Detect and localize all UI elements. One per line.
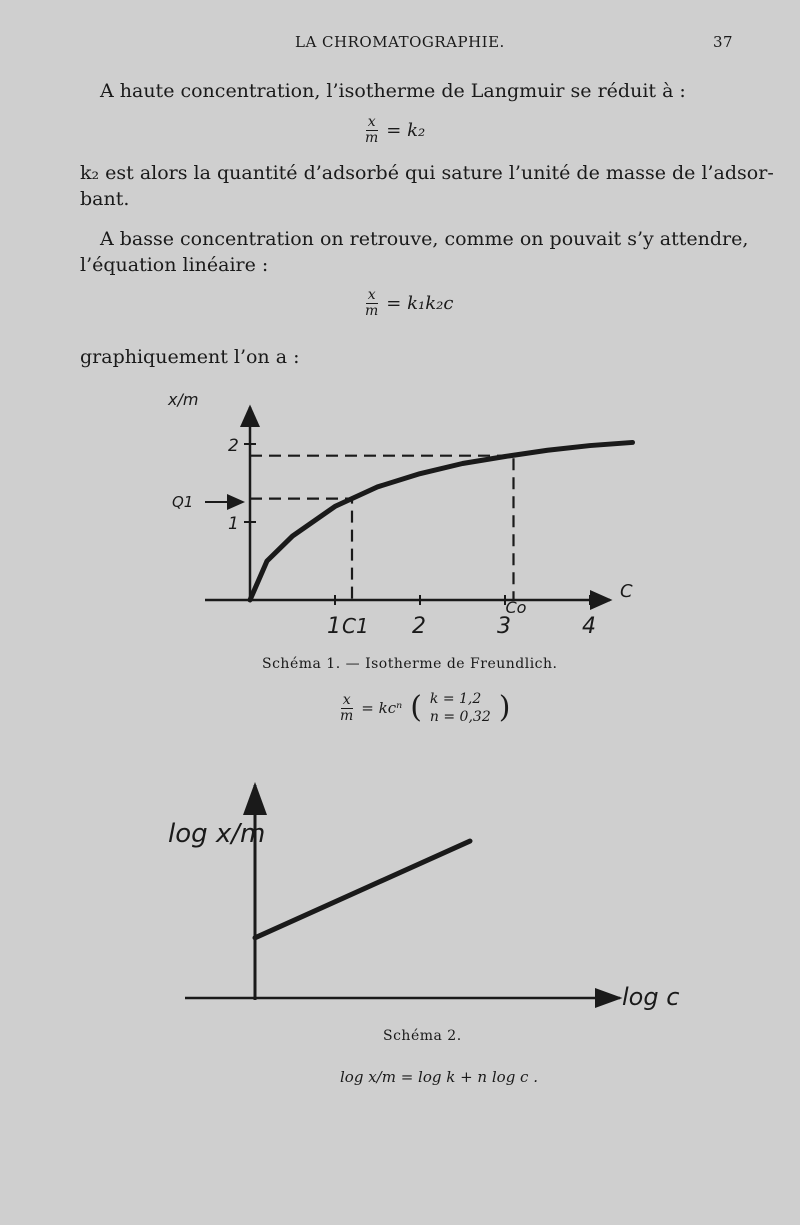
- chart2-series-line: [255, 841, 470, 938]
- formula-1-params: [430, 690, 491, 726]
- log-chart: [150, 770, 690, 1020]
- formula-1-left-paren: (: [410, 690, 422, 725]
- chart1-x-tick-label: 4: [582, 614, 596, 639]
- equation-1-denominator: m: [365, 130, 379, 146]
- equation-1-numerator: x: [367, 114, 376, 130]
- freundlich-formula: [340, 690, 510, 726]
- schema-2-caption: Schéma 2.: [383, 1028, 462, 1044]
- formula-1-n: n = 0,32: [429, 709, 491, 725]
- equation-1: [365, 115, 425, 146]
- chart1-annotation-q1: Q1: [172, 493, 194, 511]
- equation-2-numerator: x: [367, 287, 376, 303]
- freundlich-chart: [150, 385, 650, 645]
- chart1-x-tick-label: 1: [327, 614, 341, 639]
- chart1-reference-dash-co: [250, 456, 514, 600]
- running-title: LA CHROMATOGRAPHIE.: [295, 33, 505, 51]
- formula-1-denominator: m: [340, 707, 354, 724]
- formula-1-fraction: [340, 693, 353, 724]
- chart1-x-tick-label: 3: [497, 614, 511, 639]
- log-formula: log x/m = log k + n log c .: [340, 1068, 538, 1086]
- chart1-y-tick-label: 2: [228, 436, 239, 456]
- equation-2: [365, 288, 453, 319]
- paragraph-2-line-1: k₂ est alors la quantité d’adsorbé qui sature l’unité de masse de l’adsor-: [80, 162, 774, 184]
- paragraph-1: A haute concentration, l’isotherme de Langmuir se réduit à :: [100, 80, 686, 102]
- equation-2-fraction: [365, 288, 378, 319]
- paragraph-3-line-2: l’équation linéaire :: [80, 254, 269, 276]
- formula-1-right-paren: ): [498, 690, 511, 725]
- equation-2-rhs: = k₁k₂c: [386, 293, 454, 314]
- page-number: 37: [713, 33, 734, 51]
- paragraph-3-line-1: A basse concentration on retrouve, comme on pouvait s’y attendre,: [100, 228, 749, 250]
- formula-1-k: k = 1,2: [429, 691, 482, 707]
- chart1-y-tick-label: 1: [228, 514, 239, 534]
- chart1-series-line: [250, 442, 633, 600]
- paragraph-4: graphiquement l’on a :: [80, 346, 300, 368]
- equation-1-rhs: = k₂: [386, 120, 426, 141]
- formula-1-numerator: x: [342, 691, 351, 708]
- chart1-x-axis-label: C: [620, 581, 633, 602]
- chart1-x-tick-label: 2: [412, 614, 426, 639]
- chart2-x-axis-label: log c: [622, 983, 680, 1011]
- chart1-reference-dash-c1: [250, 499, 352, 600]
- equation-1-fraction: [365, 115, 378, 146]
- equation-2-denominator: m: [365, 303, 379, 319]
- chart1-annotation-co: Co: [505, 598, 527, 617]
- chart1-y-axis-label: x/m: [168, 390, 199, 409]
- schema-1-caption: Schéma 1. — Isotherme de Freundlich.: [262, 656, 558, 672]
- chart2-y-axis-label: log x/m: [168, 819, 266, 849]
- formula-1-middle: = kcⁿ: [361, 699, 403, 717]
- chart1-annotation-c1: C1: [342, 614, 369, 638]
- paragraph-2-line-2: bant.: [80, 188, 130, 210]
